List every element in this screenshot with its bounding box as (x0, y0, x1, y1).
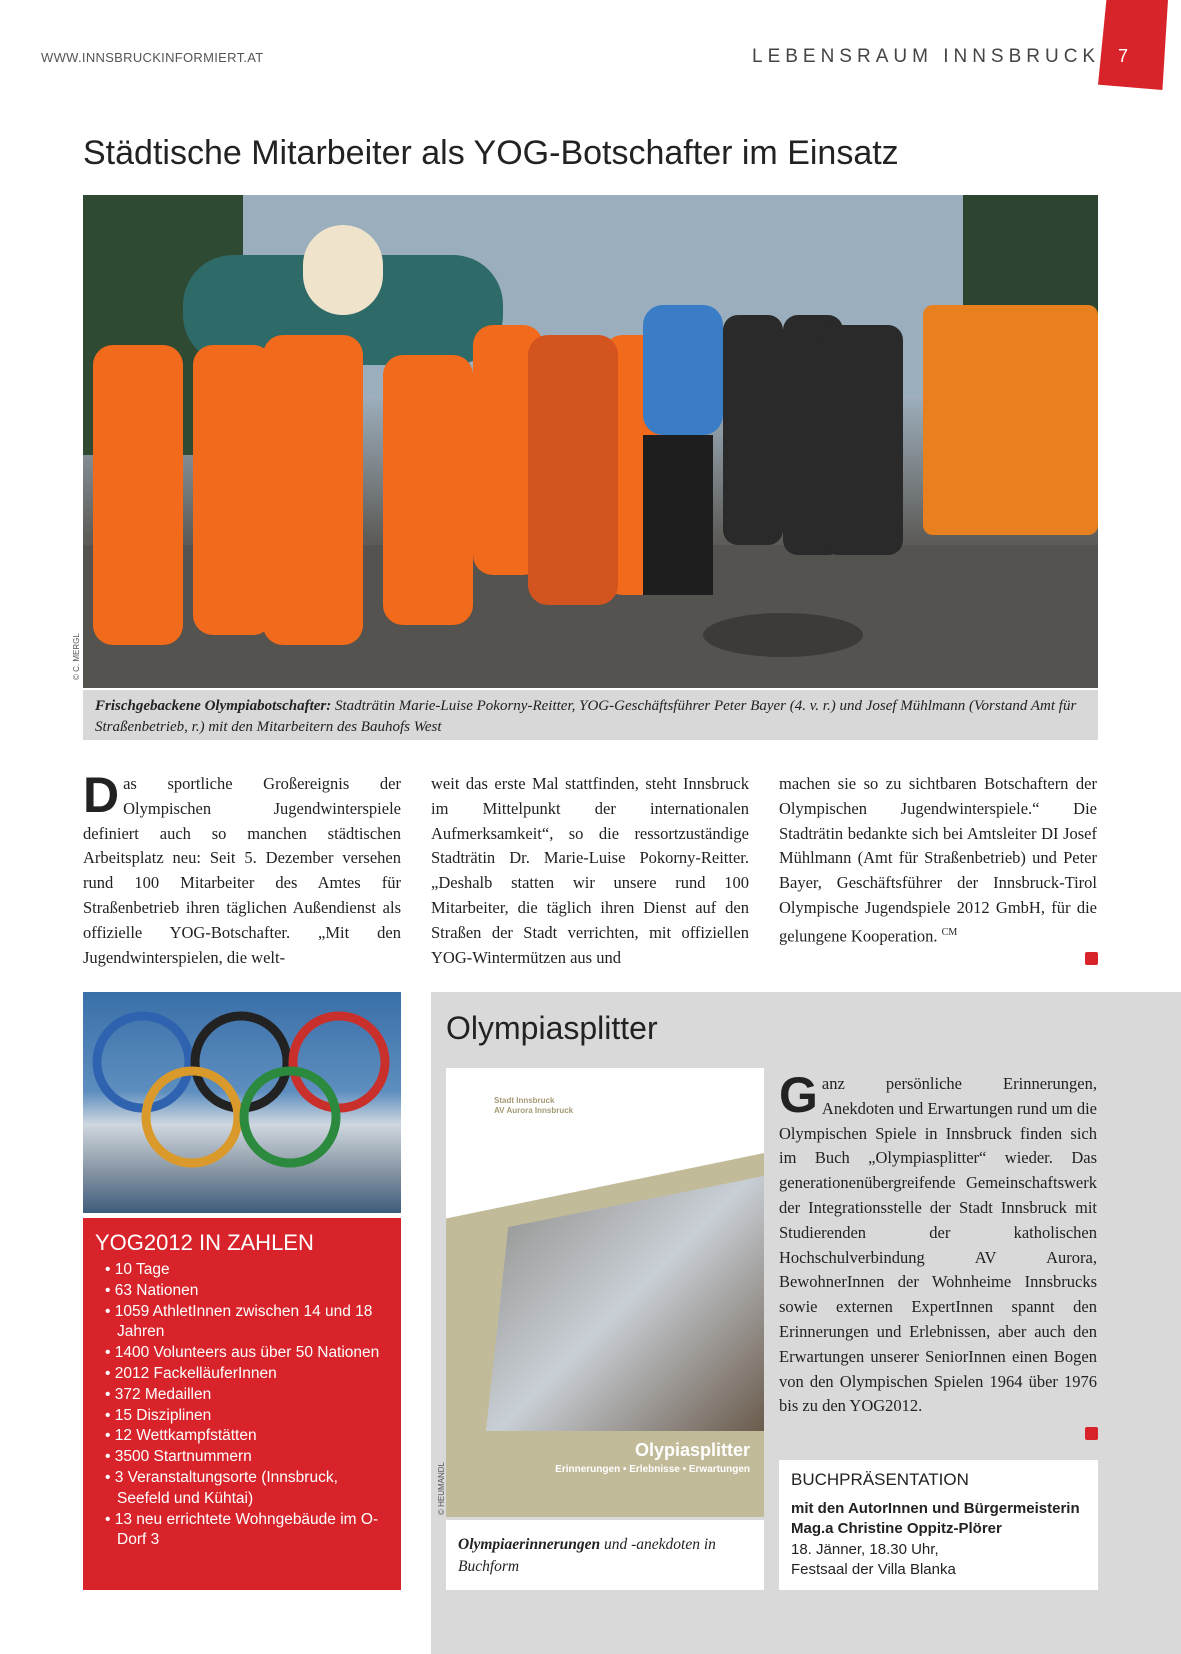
event-place: Festsaal der Villa Blanka (791, 1561, 956, 1578)
fact-item: • 15 Disziplinen (105, 1406, 212, 1424)
olympiasplitter-title: Olympiasplitter (446, 1010, 658, 1046)
facts-list (95, 1260, 389, 1551)
cover-caption-text: und -anekdoten in Buchform (458, 1536, 716, 1575)
photo-caption (83, 690, 1098, 740)
cover-publisher-1: Stadt Innsbruck (494, 1096, 555, 1105)
event-guests: mit den AutorInnen und Bürgermeisterin Mag.a Christine Oppitz-Plörer (791, 1499, 1080, 1537)
column-text: machen sie so zu sichtbaren Botschaftern der Olympischen Jugendwinterspiele.“ Die Stadträtin bedankte sich bei Amtsleiter DI Josef Mühlmann (Amt für Straßenbetrieb) und Peter Bayer, Geschäftsführer der Innsbruck-Tirol Olympische Jugendspiele 2012 GmbH, für die gelungene Kooperation. (779, 774, 1097, 946)
fact-item: • 1059 AthletInnen zwischen 14 und 18 Jahren (105, 1302, 373, 1341)
fact-item: • 10 Tage (105, 1261, 170, 1278)
fact-item: • 13 neu errichtete Wohngebäude im O-Dorf 3 (105, 1510, 379, 1549)
olympic-rings-icon (83, 992, 401, 1213)
event-title: BUCHPRÄSENTATION (791, 1470, 969, 1489)
facts-box (83, 1218, 401, 1590)
column-text: as sportliche Großereignis der Olympischen Jugendwinterspiele definiert auch so manchen städtischen Arbeitsplatz neu: Seit 5. Dezember versehen rund 100 Mitarbeiter des Amtes für Straßenbetrieb ihren täglichen Außendienst als offizielle YOG-Botschafter. „Mit den Jugendwinterspielen, die welt- (83, 774, 401, 967)
caption-text: Stadträtin Marie-Luise Pokorny-Reitter, YOG-Geschäftsführer Peter Bayer (4. v. r.) und Josef Mühlmann (Vorstand Amt für Straßenbetrieb, r.) mit den Mitarbeitern des Bauhofs West (95, 698, 1077, 735)
photo-credit: © C. MERGL (72, 633, 81, 680)
article-title: Städtische Mitarbeiter als YOG-Botschafter im Einsatz (83, 134, 899, 172)
article-column-1 (83, 767, 401, 970)
event-box (779, 1460, 1098, 1590)
fact-item: • 3 Veranstaltungsorte (Innsbruck, Seefeld und Kühtai) (105, 1468, 338, 1507)
cover-title: Olypiasplitter (634, 1440, 750, 1460)
page-number-tab (1098, 0, 1168, 90)
cover-publisher-2: AV Aurora Innsbruck (494, 1106, 574, 1115)
photo-illustration (83, 195, 1098, 688)
cover-credit: © HEUMANDL (437, 1461, 446, 1515)
drop-cap: G (779, 1067, 818, 1123)
fact-item: • 12 Wettkampfstätten (105, 1427, 257, 1445)
cover-subtitle: Erinnerungen • Erlebnisse • Erwartungen (555, 1464, 750, 1475)
olympiasplitter-text (779, 1067, 1097, 1419)
caption-lead: Frischgebackene Olympiabotschafter: (95, 698, 332, 714)
article-column-2: weit das erste Mal stattfinden, steht Innsbruck im Mittelpunkt der internationalen Aufmerksamkeit“, so die ressortzuständige Stadträtin Dr. Marie-Luise Pokorny-Reitter. „Deshalb statten wir unsere rund 100 Mitarbeiter, die täglich ihren Dienst auf den Straßen der Stadt verrichten, mit offiziellen YOG-Wintermützen aus und (431, 774, 749, 967)
splitter-body: anz persönliche Erinnerungen, Anekdoten und Erwartungen rund um die Olympischen Spiele in Innsbruck finden sich im Buch „Olympiasplitter“ wieder. Das generationenübergreifende Gemeinschaftswerk der Integrationsstelle der Stadt Innsbruck mit Studierenden der katholischen Hochschulverbindung AV Aurora, BewohnerInnen der Wohnheime Innsbrucks sowie externen ExpertInnen spannt den Erinnerungen und Erlebnissen, aber auch den Erwartungen unserer SeniorInnen einen Bogen von den Olympischen Spielen 1964 über 1976 bis zu den YOG2012. (779, 1074, 1097, 1416)
book-cover (446, 1068, 764, 1517)
fact-item: • 63 Nationen (105, 1281, 199, 1299)
fact-item: • 2012 FackelläuferInnen (105, 1364, 277, 1382)
article-column-3 (779, 772, 1097, 949)
group-photo (83, 195, 1098, 688)
cover-caption-lead: Olympiaerinnerungen (458, 1536, 601, 1553)
page-number: 7 (1118, 46, 1129, 66)
olympic-rings-photo (83, 992, 401, 1213)
end-mark-icon (1085, 952, 1098, 965)
section-title: LEBENSRAUM INNSBRUCK (752, 46, 1101, 67)
event-date: 18. Jänner, 18.30 Uhr, (791, 1540, 939, 1558)
fact-item: • 1400 Volunteers aus über 50 Nationen (105, 1344, 380, 1362)
facts-title: YOG2012 IN ZAHLEN (95, 1230, 314, 1255)
fact-item: • 372 Medaillen (105, 1385, 212, 1403)
cover-caption (446, 1520, 764, 1590)
drop-cap: D (83, 767, 120, 823)
website-url: WWW.INNSBRUCKINFORMIERT.AT (41, 50, 264, 65)
author-initials: CM (941, 926, 958, 938)
end-mark-icon (1085, 1427, 1098, 1440)
fact-item: • 3500 Startnummern (105, 1448, 252, 1466)
